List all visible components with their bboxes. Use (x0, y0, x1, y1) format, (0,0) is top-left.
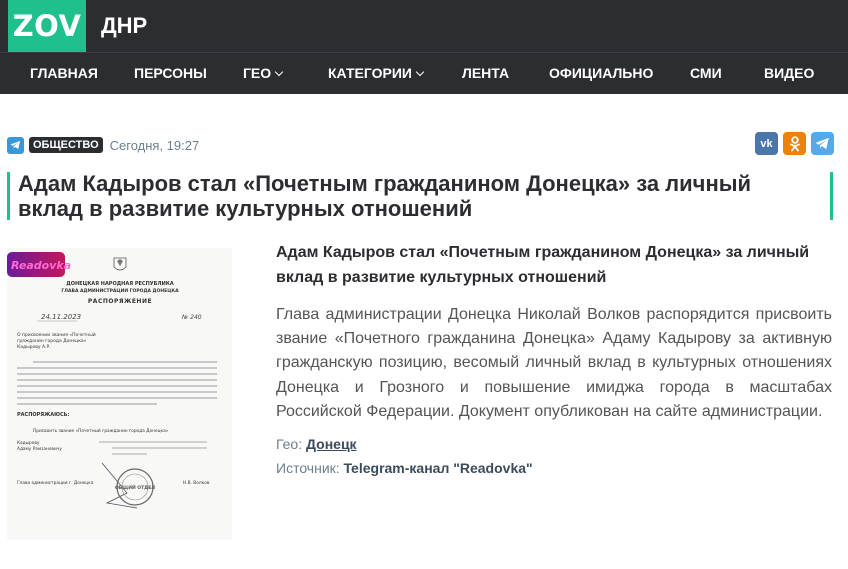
share-telegram-button[interactable] (811, 132, 834, 155)
article-title-box (7, 172, 833, 220)
chevron-down-icon (275, 68, 283, 76)
article-body: Глава администрации Донецка Николай Волков распорядится присвоить звание «Почетного гражданина Донецка» Адаму Кадырову за активную гражданскую позицию, весомый личный вклад в культурных отношениях Донецка и Грозного и повышение имиджа города в масштабах Российской Федерации. Документ опубликован на сайте администрации. (276, 306, 832, 420)
article-image[interactable] (7, 248, 232, 540)
article-title: Адам Кадыров стал «Почетным гражданином Донецка» за личный вклад в развитие культурных отношений (18, 171, 752, 221)
share-vk-button[interactable] (755, 132, 778, 155)
nav-item-media[interactable] (690, 53, 722, 94)
article-meta (7, 136, 199, 154)
doc-heading: РАСПОРЯЖЕНИЕ (87, 298, 153, 305)
doc-header-2: ГЛАВА АДМИНИСТРАЦИИ ГОРОДА ДОНЕЦКА (61, 289, 179, 294)
nav-label: ОФИЦИАЛЬНО (549, 65, 654, 81)
doc-subject-2: гражданин города Донецка» (17, 339, 87, 344)
doc-signature: Глава администрации г. Донецка (17, 481, 94, 486)
doc-person-2: Адаму Рамзановичу (17, 447, 62, 452)
doc-item: Присвоить звание «Почетный гражданин города Донецка» (33, 429, 169, 434)
watermark-text: Readovka (11, 259, 72, 272)
doc-person-1: Кадырову (17, 441, 40, 446)
source-label: Источник: (276, 460, 340, 476)
doc-signer: Н.В. Волков (183, 481, 210, 486)
doc-subject-3: Кадырову А.Р. (17, 345, 51, 350)
nav-item-official[interactable] (549, 53, 653, 94)
odnoklassniki-icon (789, 136, 801, 152)
nav-label: ГЕО (243, 65, 272, 81)
nav-item-video[interactable] (764, 53, 814, 94)
chevron-down-icon (416, 68, 424, 76)
share-ok-button[interactable] (783, 132, 806, 155)
site-header (0, 0, 848, 52)
telegram-icon[interactable] (7, 137, 24, 154)
doc-number: № 240 (182, 314, 202, 321)
site-logo[interactable]: ZOV (8, 0, 86, 52)
nav-item-categories[interactable] (328, 53, 423, 94)
doc-date: 24.11.2023 (41, 313, 82, 321)
nav-label: СМИ (690, 65, 722, 81)
nav-item-feed[interactable] (462, 53, 509, 94)
doc-order-word: РАСПОРЯЖАЮСЬ: (17, 412, 70, 418)
nav-item-home[interactable] (30, 53, 98, 94)
vk-icon: vk (760, 137, 773, 150)
region-name[interactable]: ДНР (101, 13, 148, 38)
nav-label: ЛЕНТА (462, 65, 510, 81)
nav-label: ГЛАВНАЯ (30, 65, 98, 81)
category-badge[interactable]: ОБЩЕСТВО (29, 137, 103, 153)
main-nav (0, 52, 848, 94)
geo-label: Гео: (276, 436, 303, 452)
doc-header-1: ДОНЕЦКАЯ НАРОДНАЯ РЕСПУБЛИКА (66, 281, 174, 287)
source-link[interactable]: Telegram-канал "Readovka" (343, 460, 533, 476)
nav-item-geo[interactable] (243, 53, 282, 94)
nav-item-persons[interactable] (134, 53, 207, 94)
geo-link[interactable]: Донецк (306, 436, 357, 452)
doc-subject-1: О присвоении звания «Почетный (17, 333, 96, 338)
article-source (276, 460, 533, 476)
article-date: Сегодня, 19:27 (109, 137, 200, 153)
nav-label: КАТЕГОРИИ (328, 65, 412, 81)
article-lead: Адам Кадыров стал «Почетным гражданином Донецка» за личный вклад в развитие культурных отношений (276, 244, 810, 286)
article-geo (276, 436, 357, 452)
nav-label: ВИДЕО (764, 65, 815, 81)
nav-label: ПЕРСОНЫ (134, 65, 207, 81)
telegram-icon (815, 137, 830, 150)
svg-text:ОБЩИЙ ОТДЕЛ: ОБЩИЙ ОТДЕЛ (114, 486, 156, 491)
